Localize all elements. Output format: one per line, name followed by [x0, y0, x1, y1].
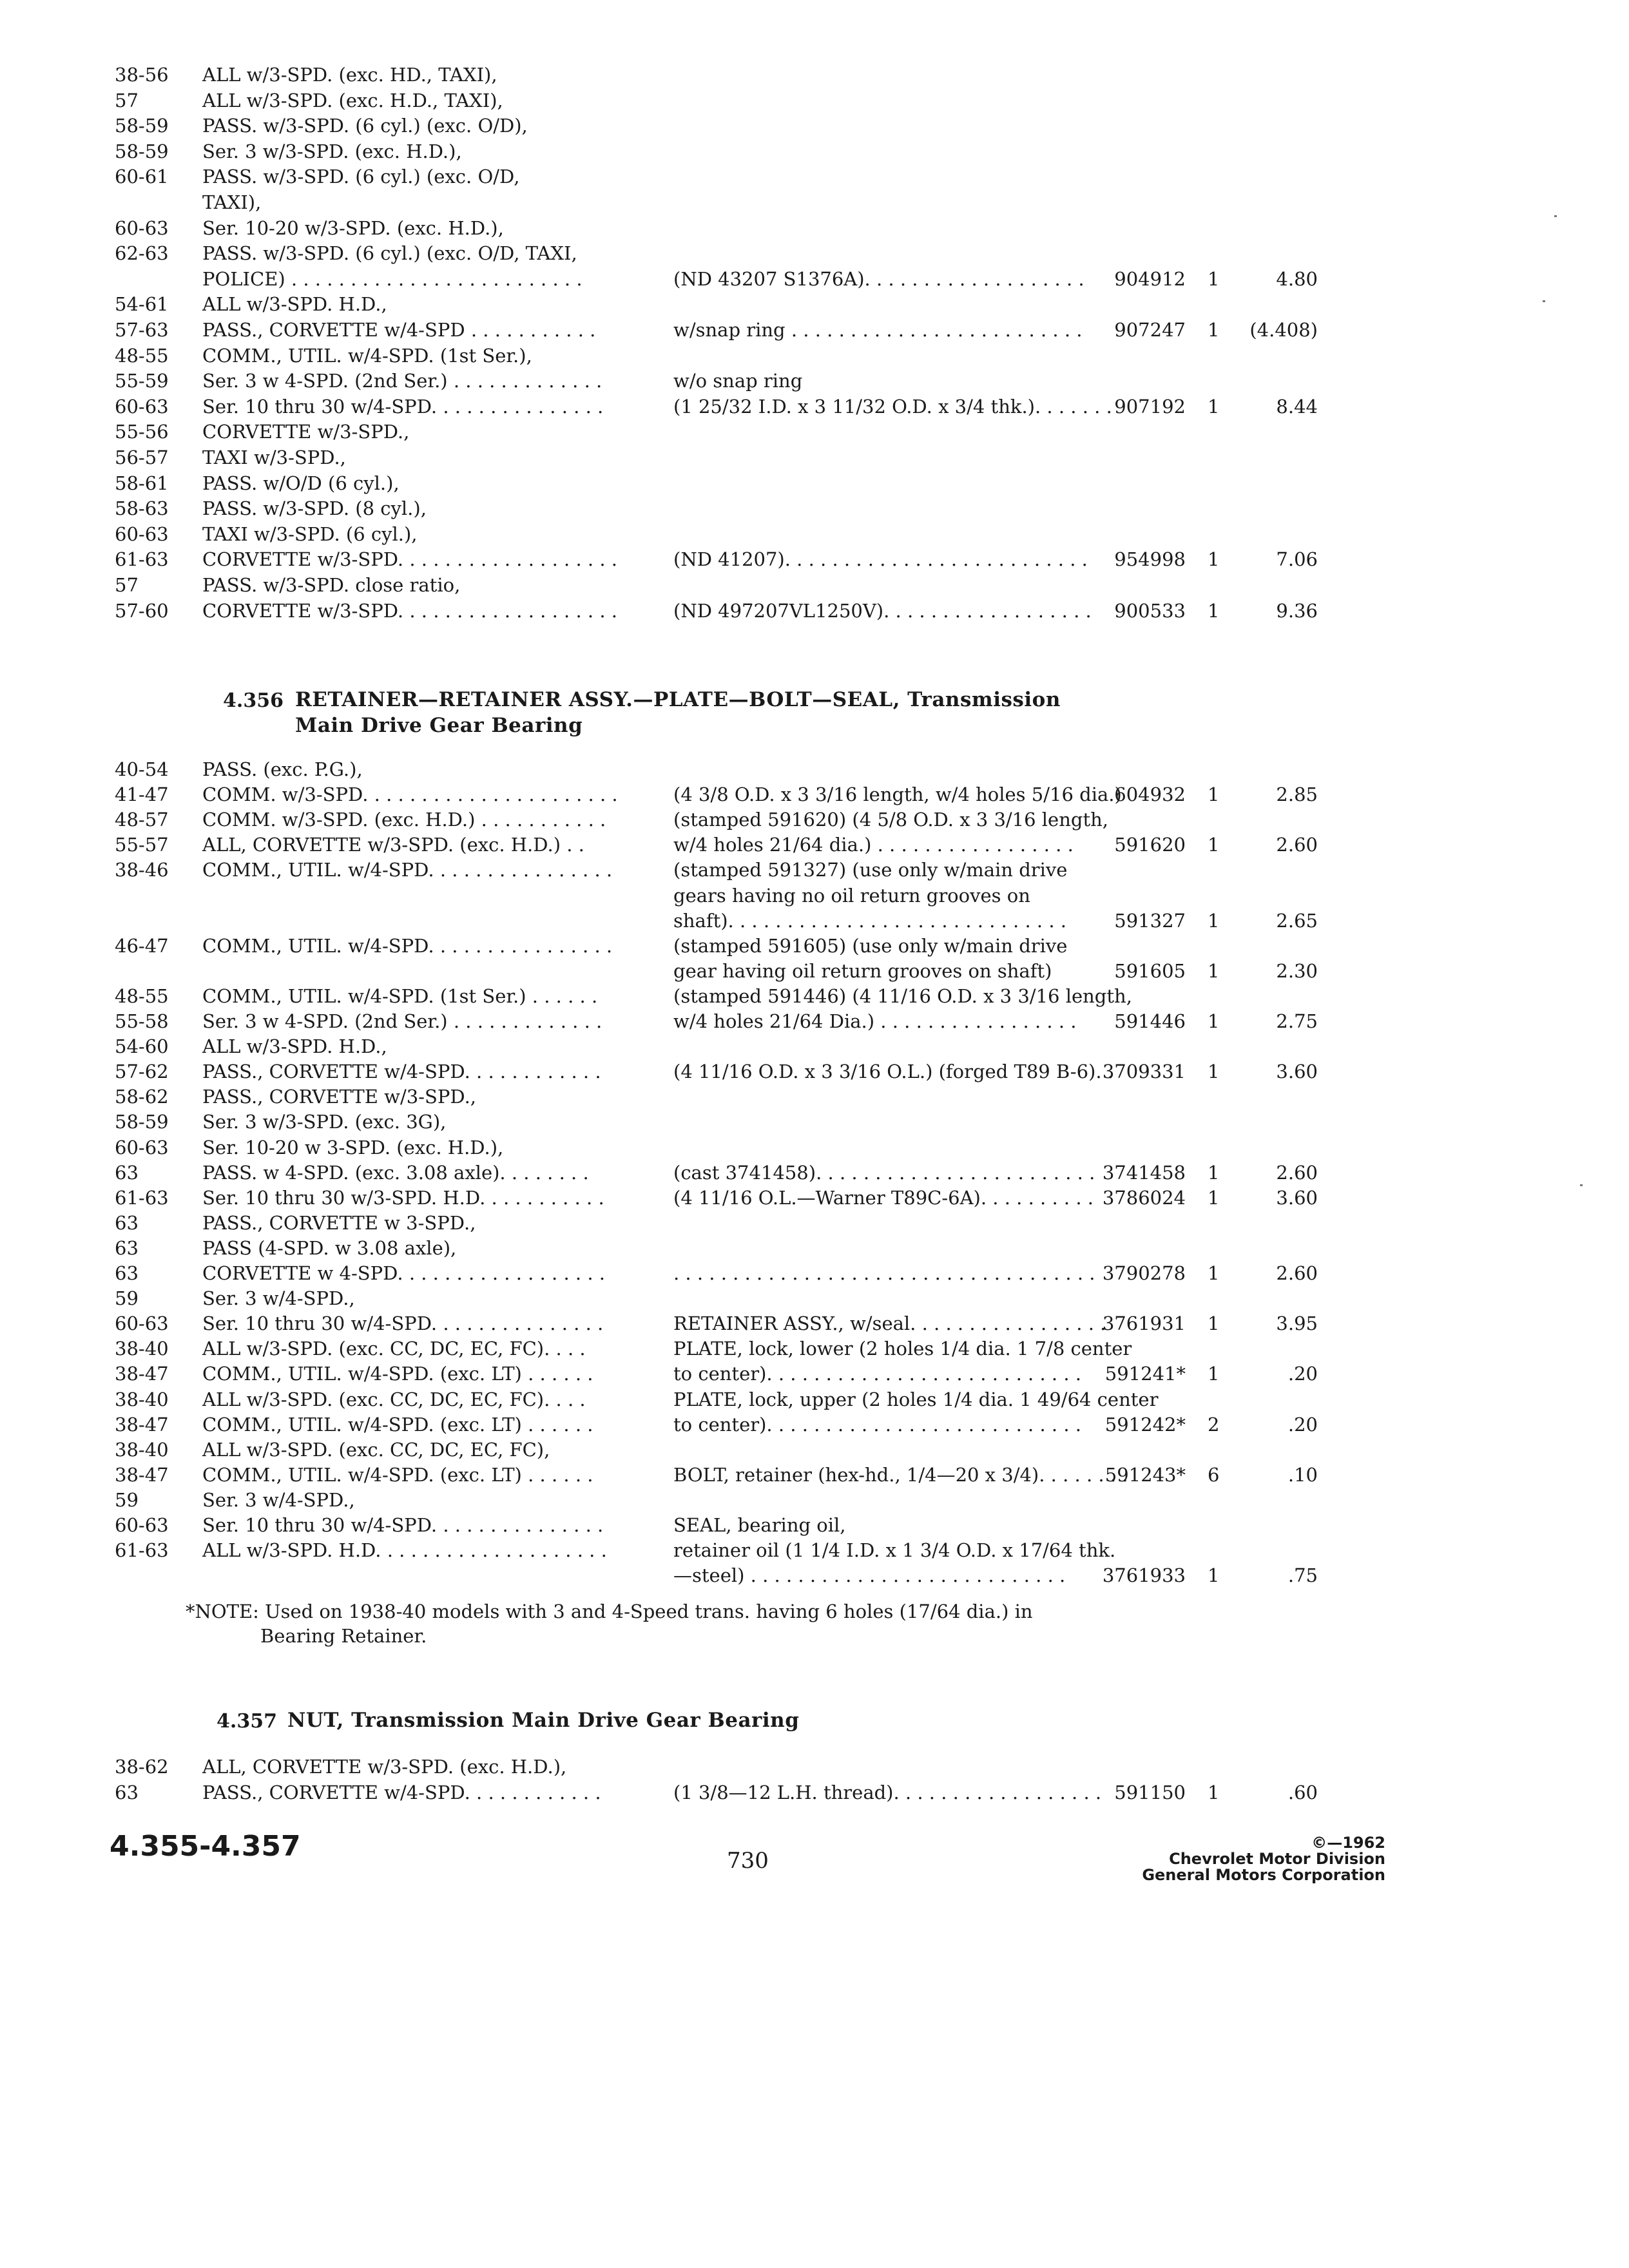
application-cell: PASS. w/3-SPD. (6 cyl.) (exc. O/D, — [202, 166, 520, 188]
description-cell: PLATE, lock, upper (2 holes 1/4 dia. 1 49/64 center — [673, 1388, 1159, 1410]
price-cell: .75 — [1287, 1564, 1318, 1587]
application-cell: ALL w/3-SPD. (exc. CC, DC, EC, FC). . . . — [202, 1388, 586, 1410]
description-cell: BOLT, retainer (hex-hd., 1/4—20 x 3/4). . . . . . . . — [673, 1463, 1128, 1486]
quantity-cell: 1 — [1208, 1363, 1220, 1385]
year-cell: 57-63 — [115, 319, 169, 341]
application-cell: COMM., UTIL. w/4-SPD. (exc. LT) . . . . . . — [202, 1463, 593, 1486]
year-cell: 40-54 — [115, 758, 169, 780]
quantity-cell: 1 — [1208, 783, 1220, 806]
year-cell: 46-47 — [115, 934, 169, 957]
quantity-cell: 1 — [1208, 1186, 1220, 1209]
year-cell: 63 — [115, 1262, 139, 1284]
year-cell: 58-59 — [115, 115, 169, 137]
year-cell: 58-63 — [115, 497, 169, 520]
price-cell: (4.408) — [1249, 319, 1318, 341]
year-cell: 59 — [115, 1287, 139, 1310]
year-cell: 60-61 — [115, 166, 169, 188]
description-cell: (4 11/16 O.L.—Warner T89C-6A). . . . . . . . . . — [673, 1186, 1094, 1209]
part-number-cell: 591620 — [1114, 834, 1186, 856]
section-4356-subtitle: Main Drive Gear Bearing — [295, 714, 583, 737]
application-cell: PASS. w/3-SPD. (6 cyl.) (exc. O/D), — [202, 115, 528, 137]
year-cell: 38-56 — [115, 64, 169, 86]
price-cell: .20 — [1287, 1413, 1318, 1436]
price-cell: 2.65 — [1276, 909, 1318, 932]
price-cell: .60 — [1287, 1782, 1318, 1803]
year-cell: 38-46 — [115, 859, 169, 881]
note-line-1: *NOTE: Used on 1938-40 models with 3 and 4-Speed trans. having 6 holes (17/64 dia.) in — [186, 1600, 1033, 1622]
year-cell: 38-47 — [115, 1413, 169, 1436]
description-cell: gears having no oil return grooves on — [673, 884, 1030, 907]
year-cell: 60-63 — [115, 1514, 169, 1536]
application-cell: ALL, CORVETTE w/3-SPD. (exc. H.D.), — [202, 1756, 567, 1778]
section-4356-number: 4.356 — [223, 689, 284, 712]
application-cell: Ser. 10 thru 30 w/4-SPD. . . . . . . . . . . . . . . — [202, 1514, 604, 1536]
price-cell: 2.75 — [1276, 1010, 1318, 1032]
year-cell: 48-57 — [115, 809, 169, 831]
year-cell: 58-59 — [115, 140, 169, 162]
year-cell: 41-47 — [115, 783, 169, 806]
year-cell: 63 — [115, 1236, 139, 1259]
part-number-cell: 591605 — [1114, 959, 1186, 982]
price-cell: 8.44 — [1276, 395, 1318, 418]
part-number-cell: 3786024 — [1102, 1186, 1186, 1209]
application-cell: Ser. 10 thru 30 w/4-SPD. . . . . . . . . . . . . . . — [202, 395, 604, 418]
year-cell: 58-61 — [115, 472, 169, 494]
year-cell: 60-63 — [115, 1312, 169, 1335]
year-cell: 63 — [115, 1211, 139, 1234]
application-cell: PASS., CORVETTE w/4-SPD . . . . . . . . . . . — [202, 319, 596, 341]
application-cell: PASS., CORVETTE w/3-SPD., — [202, 1086, 477, 1108]
application-cell: COMM. w/3-SPD. . . . . . . . . . . . . . . . . . . . . . — [202, 783, 618, 806]
quantity-cell: 1 — [1208, 1161, 1220, 1184]
part-number-cell: 3761931 — [1102, 1312, 1186, 1335]
description-cell: (stamped 591620) (4 5/8 O.D. x 3 3/16 length, — [673, 809, 1109, 831]
year-cell: 55-58 — [115, 1010, 169, 1032]
description-cell: (ND 41207). . . . . . . . . . . . . . . . . . . . . . . . . . — [673, 548, 1088, 571]
application-cell: PASS. w/3-SPD. close ratio, — [202, 574, 461, 596]
price-cell: 2.60 — [1276, 1161, 1318, 1184]
price-cell: .20 — [1287, 1363, 1318, 1385]
year-cell: 48-55 — [115, 344, 169, 367]
page-section-range: 4.355-4.357 — [110, 1830, 301, 1863]
application-cell: COMM., UTIL. w/4-SPD. . . . . . . . . . . . . . . . — [202, 859, 613, 881]
description-cell: retainer oil (1 1/4 I.D. x 1 3/4 O.D. x 17/64 thk. — [673, 1539, 1116, 1562]
year-cell: 55-57 — [115, 834, 169, 856]
description-cell: w/4 holes 21/64 Dia.) . . . . . . . . . . . . . . . . . — [673, 1010, 1077, 1032]
description-cell: (cast 3741458). . . . . . . . . . . . . . . . . . . . . . . . — [673, 1161, 1095, 1184]
quantity-cell: 1 — [1208, 267, 1220, 290]
quantity-cell: 1 — [1208, 959, 1220, 982]
section-4357-title: NUT, Transmission Main Drive Gear Bearing — [287, 1709, 800, 1732]
price-cell: 9.36 — [1276, 599, 1318, 622]
quantity-cell: 1 — [1208, 395, 1220, 418]
year-cell: 38-40 — [115, 1338, 169, 1360]
application-cell: ALL w/3-SPD. H.D., — [202, 293, 387, 316]
application-cell: COMM., UTIL. w/4-SPD. . . . . . . . . . . . . . . . — [202, 934, 613, 957]
application-cell: Ser. 3 w 4-SPD. (2nd Ser.) . . . . . . . . . . . . . — [202, 1010, 602, 1032]
description-cell: to center). . . . . . . . . . . . . . . . . . . . . . . . . . . — [673, 1363, 1081, 1385]
application-cell: Ser. 10-20 w 3-SPD. (exc. H.D.), — [202, 1136, 504, 1158]
quantity-cell: 1 — [1208, 1564, 1220, 1587]
year-cell: 48-55 — [115, 985, 169, 1007]
application-cell: Ser. 10-20 w/3-SPD. (exc. H.D.), — [202, 216, 504, 239]
application-cell: COMM., UTIL. w/4-SPD. (1st Ser.) . . . . . . — [202, 985, 598, 1007]
year-cell: 38-40 — [115, 1388, 169, 1410]
description-cell: SEAL, bearing oil, — [673, 1514, 846, 1536]
year-cell: 61-63 — [115, 548, 169, 571]
application-cell: Ser. 3 w/4-SPD., — [202, 1488, 355, 1511]
application-cell: Ser. 3 w 4-SPD. (2nd Ser.) . . . . . . . . . . . . . — [202, 370, 602, 392]
part-number-cell: 900533 — [1114, 599, 1186, 622]
price-cell: 3.60 — [1276, 1186, 1318, 1209]
year-cell: 60-63 — [115, 1136, 169, 1158]
part-number-cell: 907247 — [1114, 319, 1186, 341]
application-cell: PASS. (exc. P.G.), — [202, 758, 363, 780]
year-cell: 62-63 — [115, 242, 169, 265]
note-line-2: Bearing Retainer. — [260, 1625, 427, 1647]
description-cell: (1 25/32 I.D. x 3 11/32 O.D. x 3/4 thk.). . . . . . . — [673, 395, 1112, 418]
part-number-cell: 604932 — [1114, 783, 1186, 806]
price-cell: 2.60 — [1276, 1262, 1318, 1284]
description-cell: (4 3/8 O.D. x 3 3/16 length, w/4 holes 5/16 dia.) — [673, 783, 1122, 806]
description-cell: w/o snap ring — [673, 370, 803, 392]
division-name: Chevrolet Motor Division — [1169, 1850, 1385, 1868]
year-cell: 57 — [115, 574, 139, 596]
year-cell: 57-60 — [115, 599, 169, 622]
application-cell: Ser. 3 w/4-SPD., — [202, 1287, 355, 1310]
scan-speck — [1543, 300, 1545, 302]
year-cell: 55-59 — [115, 370, 169, 392]
application-cell: PASS., CORVETTE w/4-SPD. . . . . . . . . . . . — [202, 1061, 601, 1083]
application-cell: Ser. 3 w/3-SPD. (exc. 3G), — [202, 1111, 447, 1133]
part-number-cell: 904912 — [1114, 267, 1186, 290]
quantity-cell: 1 — [1208, 1312, 1220, 1335]
application-cell: CORVETTE w/3-SPD. . . . . . . . . . . . . . . . . . . — [202, 599, 618, 622]
year-cell: 38-47 — [115, 1363, 169, 1385]
part-number-cell: 591150 — [1114, 1782, 1186, 1803]
year-cell: 54-61 — [115, 293, 169, 316]
quantity-cell: 1 — [1208, 1010, 1220, 1032]
part-number-cell: 591242* — [1104, 1413, 1186, 1436]
quantity-cell: 1 — [1208, 548, 1220, 571]
application-cell: PASS., CORVETTE w 3-SPD., — [202, 1211, 476, 1234]
part-number-cell: 3741458 — [1102, 1161, 1186, 1184]
price-cell: 3.60 — [1276, 1061, 1318, 1083]
part-number-cell: 591243* — [1104, 1463, 1186, 1486]
scan-speck — [1554, 215, 1557, 217]
description-cell: —steel) . . . . . . . . . . . . . . . . . . . . . . . . . . . — [673, 1564, 1066, 1587]
application-cell: ALL, CORVETTE w/3-SPD. (exc. H.D.) . . — [202, 834, 584, 856]
description-cell: . . . . . . . . . . . . . . . . . . . . . . . . . . . . . . . . . . . . — [673, 1262, 1095, 1284]
application-cell: ALL w/3-SPD. H.D. . . . . . . . . . . . . . . . . . . . — [202, 1539, 607, 1562]
application-cell: CORVETTE w/3-SPD., — [202, 421, 410, 443]
quantity-cell: 1 — [1208, 319, 1220, 341]
year-cell: 63 — [115, 1782, 139, 1803]
application-cell: PASS. w 4-SPD. (exc. 3.08 axle). . . . . . . . — [202, 1161, 589, 1184]
application-cell: TAXI w/3-SPD., — [202, 447, 346, 468]
part-number-cell: 907192 — [1114, 395, 1186, 418]
price-cell: 4.80 — [1276, 267, 1318, 290]
application-cell: ALL w/3-SPD. H.D., — [202, 1035, 387, 1058]
application-cell: CORVETTE w/3-SPD. . . . . . . . . . . . . . . . . . . — [202, 548, 618, 571]
application-cell: PASS. w/3-SPD. (6 cyl.) (exc. O/D, TAXI, — [202, 242, 577, 265]
application-cell: ALL w/3-SPD. (exc. HD., TAXI), — [202, 64, 497, 86]
part-number-cell: 3761933 — [1102, 1564, 1186, 1587]
year-cell: 38-40 — [115, 1438, 169, 1461]
description-cell: (1 3/8—12 L.H. thread). . . . . . . . . . . . . . . . . . — [673, 1782, 1102, 1803]
year-cell: 55-56 — [115, 421, 169, 443]
description-cell: to center). . . . . . . . . . . . . . . . . . . . . . . . . . . — [673, 1413, 1081, 1436]
section-4357-number: 4.357 — [217, 1710, 277, 1733]
price-cell: 2.60 — [1276, 834, 1318, 856]
year-cell: 38-62 — [115, 1756, 169, 1778]
year-cell: 60-63 — [115, 523, 169, 545]
application-cell: PASS. w/O/D (6 cyl.), — [202, 472, 400, 494]
year-cell: 63 — [115, 1161, 139, 1184]
application-cell: TAXI w/3-SPD. (6 cyl.), — [202, 523, 418, 545]
year-cell: 61-63 — [115, 1186, 169, 1209]
description-cell: (4 11/16 O.D. x 3 3/16 O.L.) (forged T89 B-6). . — [673, 1061, 1114, 1083]
application-cell: ALL w/3-SPD. (exc. CC, DC, EC, FC), — [202, 1438, 550, 1461]
year-cell: 61-63 — [115, 1539, 169, 1562]
quantity-cell: 1 — [1208, 1061, 1220, 1083]
quantity-cell: 1 — [1208, 1782, 1220, 1803]
application-cell: COMM., UTIL. w/4-SPD. (exc. LT) . . . . . . — [202, 1413, 593, 1436]
corporation-name: General Motors Corporation — [1142, 1866, 1385, 1884]
application-cell: ALL w/3-SPD. (exc. CC, DC, EC, FC). . . . — [202, 1338, 586, 1360]
description-cell: w/4 holes 21/64 dia.) . . . . . . . . . . . . . . . . . — [673, 834, 1074, 856]
description-cell: (stamped 591327) (use only w/main drive — [673, 859, 1068, 881]
description-cell: PLATE, lock, lower (2 holes 1/4 dia. 1 7/8 center — [673, 1338, 1132, 1360]
quantity-cell: 2 — [1208, 1413, 1220, 1436]
price-cell: 7.06 — [1276, 548, 1318, 571]
price-cell: 2.30 — [1276, 959, 1318, 982]
section-4356-title: RETAINER—RETAINER ASSY.—PLATE—BOLT—SEAL, Transmission — [295, 688, 1061, 711]
part-number-cell: 591327 — [1114, 909, 1186, 932]
quantity-cell: 1 — [1208, 909, 1220, 932]
year-cell: 57 — [115, 89, 139, 111]
year-cell: 57-62 — [115, 1061, 169, 1083]
quantity-cell: 1 — [1208, 599, 1220, 622]
application-cell: COMM., UTIL. w/4-SPD. (1st Ser.), — [202, 344, 532, 367]
year-cell: 60-63 — [115, 395, 169, 418]
year-cell: 58-62 — [115, 1086, 169, 1108]
part-number-cell: 3790278 — [1102, 1262, 1186, 1284]
scan-speck — [1580, 1184, 1583, 1186]
year-cell: 54-60 — [115, 1035, 169, 1058]
page-number: 730 — [727, 1848, 769, 1874]
description-cell: gear having oil return grooves on shaft) — [673, 959, 1052, 982]
part-number-cell: 591241* — [1104, 1363, 1186, 1385]
description-cell: (stamped 591605) (use only w/main drive — [673, 934, 1068, 957]
description-cell: w/snap ring . . . . . . . . . . . . . . . . . . . . . . . . . — [673, 319, 1083, 341]
quantity-cell: 1 — [1208, 834, 1220, 856]
price-cell: .10 — [1287, 1463, 1318, 1486]
copyright-year: ©—1962 — [1311, 1834, 1385, 1852]
application-cell: PASS., CORVETTE w/4-SPD. . . . . . . . . . . . — [202, 1782, 601, 1803]
application-cell: PASS (4-SPD. w 3.08 axle), — [202, 1236, 457, 1259]
application-cell: CORVETTE w 4-SPD. . . . . . . . . . . . . . . . . . — [202, 1262, 606, 1284]
description-cell: shaft). . . . . . . . . . . . . . . . . . . . . . . . . . . . . — [673, 909, 1066, 932]
application-cell: Ser. 10 thru 30 w/3-SPD. H.D. . . . . . . . . . . — [202, 1186, 604, 1209]
application-cell: TAXI), — [202, 191, 262, 213]
application-cell: ALL w/3-SPD. (exc. H.D., TAXI), — [202, 89, 503, 111]
application-cell: COMM. w/3-SPD. (exc. H.D.) . . . . . . . . . . . — [202, 809, 606, 831]
description-cell: RETAINER ASSY., w/seal. . . . . . . . . . . . . . . . . — [673, 1312, 1106, 1335]
application-cell: Ser. 10 thru 30 w/4-SPD. . . . . . . . . . . . . . . — [202, 1312, 604, 1335]
year-cell: 60-63 — [115, 216, 169, 239]
price-cell: 2.85 — [1276, 783, 1318, 806]
description-cell: (stamped 591446) (4 11/16 O.D. x 3 3/16 length, — [673, 985, 1132, 1007]
description-cell: (ND 497207VL1250V). . . . . . . . . . . . . . . . . . — [673, 599, 1092, 622]
application-cell: POLICE) . . . . . . . . . . . . . . . . . . . . . . . . . — [202, 267, 583, 290]
application-cell: COMM., UTIL. w/4-SPD. (exc. LT) . . . . . . — [202, 1363, 593, 1385]
application-cell: PASS. w/3-SPD. (8 cyl.), — [202, 497, 427, 520]
quantity-cell: 1 — [1208, 1262, 1220, 1284]
part-number-cell: 3709331 — [1102, 1061, 1186, 1083]
price-cell: 3.95 — [1276, 1312, 1318, 1335]
year-cell: 59 — [115, 1488, 139, 1511]
copyright-block — [1142, 1835, 1385, 1883]
year-cell: 58-59 — [115, 1111, 169, 1133]
quantity-cell: 6 — [1208, 1463, 1220, 1486]
year-cell: 38-47 — [115, 1463, 169, 1486]
year-cell: 56-57 — [115, 447, 169, 468]
application-cell: Ser. 3 w/3-SPD. (exc. H.D.), — [202, 140, 462, 162]
part-number-cell: 954998 — [1114, 548, 1186, 571]
part-number-cell: 591446 — [1114, 1010, 1186, 1032]
description-cell: (ND 43207 S1376A). . . . . . . . . . . . . . . . . . . — [673, 267, 1084, 290]
